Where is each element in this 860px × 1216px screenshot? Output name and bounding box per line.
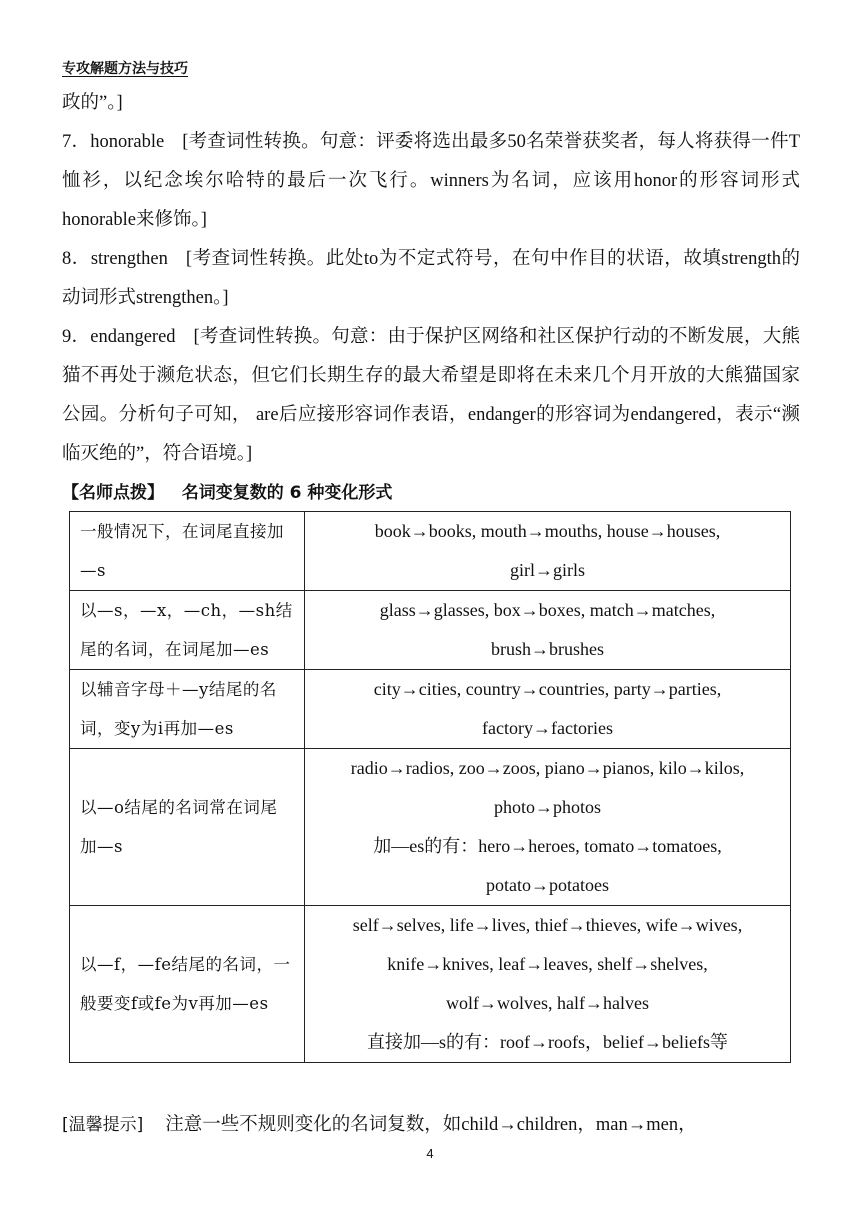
example-line: book→books, mouth→mouths, house→houses,	[374, 521, 721, 541]
answer-item-9	[62, 318, 800, 474]
example-line: girl→girls	[510, 560, 585, 580]
examples-cell	[305, 591, 791, 670]
example-line: 直接加—s的有：roof→roofs，belief→beliefs等	[367, 1032, 728, 1052]
tip-text: 注意一些不规则变化的名词复数，如child→children，man→men，	[165, 1115, 697, 1135]
answer-item-8	[62, 240, 800, 318]
answer-8-word: 8．strengthen	[62, 249, 168, 269]
rule-cell: 以—f，—fe结尾的名词，一般要变f或fe为v再加—es	[70, 906, 305, 1063]
page-number: 4	[426, 1146, 434, 1161]
plural-rules-table	[69, 511, 791, 1063]
example-line: potato→potatoes	[486, 875, 609, 895]
tip-line	[62, 1107, 800, 1143]
example-line: brush→brushes	[491, 639, 604, 659]
table-row	[70, 749, 791, 906]
example-line: city→cities, country→countries, party→parties,	[373, 679, 722, 699]
paragraph-continuation: 政的”。]	[62, 93, 123, 113]
section-title: 名词变复数的 6 种变化形式	[181, 483, 393, 503]
answer-9-word: 9．endangered	[62, 327, 176, 347]
rule-cell: 以辅音字母＋—y结尾的名词，变y为i再加—es	[70, 670, 305, 749]
answer-item-7	[62, 123, 800, 240]
table-row	[70, 906, 791, 1063]
table-row	[70, 512, 791, 591]
example-line: wolf→wolves, half→halves	[446, 993, 649, 1013]
example-line: 加—es的有：hero→heroes, tomato→tomatoes,	[373, 836, 722, 856]
example-line: photo→photos	[493, 797, 601, 817]
rule-cell: 以—o结尾的名词常在词尾加—s	[70, 749, 305, 906]
answer-8-explanation: [考查词性转换。此处to为不定式符号，在句中作目的状语，故填strength的动词形式strengthen。]	[62, 249, 801, 308]
page-header: 专攻解题方法与技巧	[62, 61, 188, 77]
examples-cell	[305, 670, 791, 749]
tip-label: [温馨提示]	[62, 1115, 144, 1135]
example-line: glass→glasses, box→boxes, match→matches,	[379, 600, 716, 620]
rule-cell: 一般情况下，在词尾直接加—s	[70, 512, 305, 591]
rule-cell: 以—s，—x，—ch，—sh结尾的名词，在词尾加—es	[70, 591, 305, 670]
section-heading	[62, 478, 392, 503]
example-line: factory→factories	[482, 718, 613, 738]
example-line: radio→radios, zoo→zoos, piano→pianos, kilo→kilos,	[350, 758, 745, 778]
examples-cell	[305, 512, 791, 591]
answer-explanations	[62, 84, 800, 474]
section-label: 【名师点拨】	[62, 483, 164, 503]
table-row	[70, 670, 791, 749]
examples-cell	[305, 749, 791, 906]
examples-cell	[305, 906, 791, 1063]
plural-rules-table-body	[70, 512, 791, 1063]
example-line: self→selves, life→lives, thief→thieves, wife→wives,	[352, 915, 743, 935]
answer-9-explanation: [考查词性转换。句意：由于保护区网络和社区保护行动的不断发展，大熊猫不再处于濒危状态，但它们长期生存的最大希望是即将在未来几个月开放的大熊猫国家公园。分析句子可知， are后应接形容词作表语，endanger的形容词为endangered，表示“濒临灭绝的”，符合语境。]	[62, 327, 800, 464]
example-line: knife→knives, leaf→leaves, shelf→shelves,	[387, 954, 708, 974]
table-row	[70, 591, 791, 670]
answer-7-explanation: [考查词性转换。句意：评委将选出最多50名荣誉获奖者，每人将获得一件T恤衫，以纪念埃尔哈特的最后一次飞行。winners为名词，应该用honor的形容词形式honorable来修饰。]	[62, 132, 800, 230]
answer-7-word: 7．honorable	[62, 132, 165, 152]
